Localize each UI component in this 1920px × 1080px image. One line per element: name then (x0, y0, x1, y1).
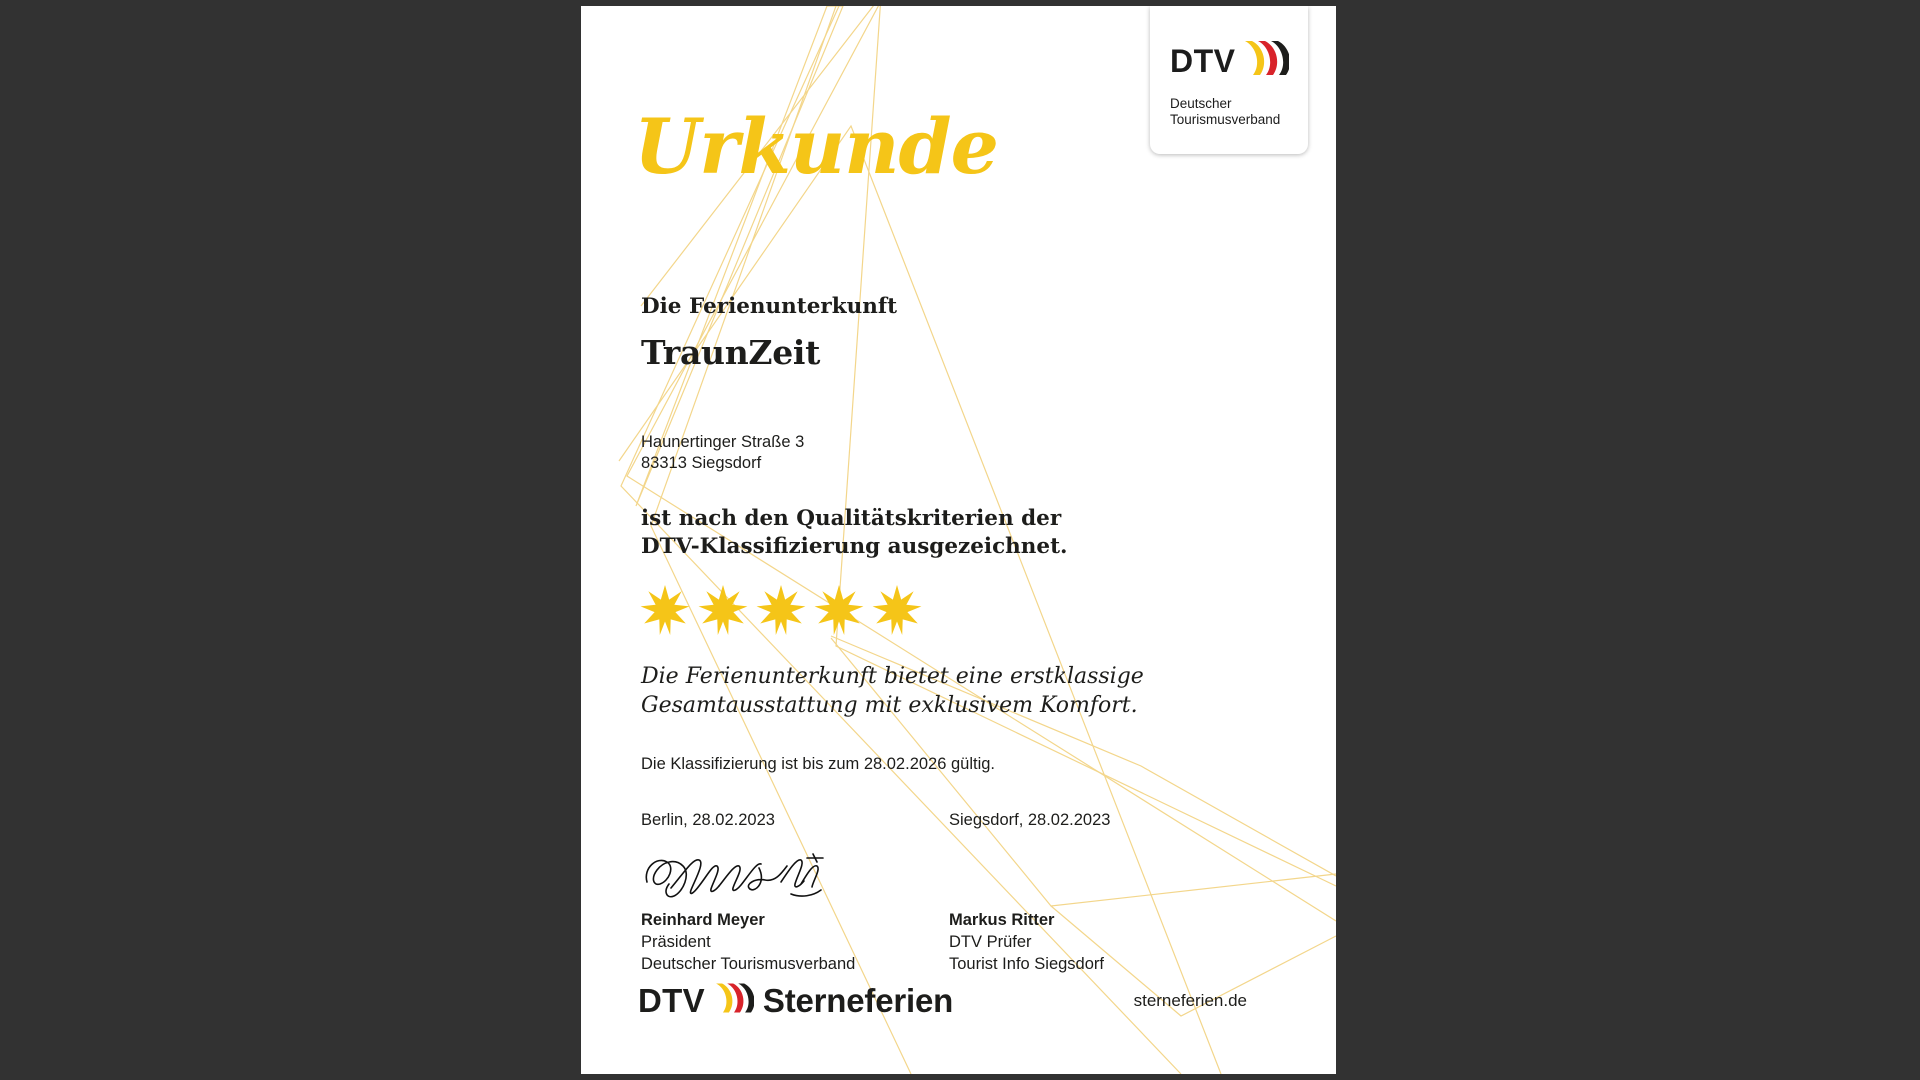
footer-website: sterneferien.de (1133, 990, 1247, 1010)
dtv-acronym: DTV (1170, 42, 1236, 79)
signature-image (641, 848, 881, 910)
star-rating (639, 584, 1278, 636)
star-icon (639, 584, 691, 636)
star-icon (755, 584, 807, 636)
signature-area (641, 848, 1278, 910)
lead-text: Die Ferienunterkunft (641, 294, 898, 319)
description-line-1: Die Ferienunterkunft bietet eine erstklassige (641, 663, 1144, 689)
criteria-text (641, 505, 1278, 562)
criteria-line-2: DTV-Klassifizierung ausgezeichnet. (641, 534, 1068, 560)
description-text (641, 662, 1278, 721)
place-left: Berlin, 28.02.2023 (641, 811, 775, 830)
signer-right-role: DTV Prüfer (949, 933, 1032, 952)
dtv-swoosh-icon (714, 981, 754, 1020)
footer-dtv-acronym: DTV (638, 982, 705, 1019)
star-icon (871, 584, 923, 636)
address-block (641, 432, 1278, 475)
logo-sub-line2: Tourismusverband (1170, 111, 1281, 127)
object-name: TraunZeit (641, 333, 821, 372)
signer-right (949, 910, 1104, 975)
places-row (641, 811, 1278, 830)
logo-sub-line1: Deutscher (1170, 96, 1232, 111)
footer-brand-word: Sterneferien (762, 982, 954, 1019)
validity-text: Die Klassifizierung ist bis zum 28.02.2026 gültig. (641, 755, 996, 774)
signer-left-name: Reinhard Meyer (641, 911, 765, 930)
place-right: Siegsdorf, 28.02.2023 (949, 811, 1111, 830)
certificate-page (581, 6, 1336, 1074)
signer-left (641, 910, 949, 975)
signers-row (641, 910, 1278, 975)
signer-right-org: Tourist Info Siegsdorf (949, 954, 1104, 973)
signer-left-org: Deutscher Tourismusverband (641, 954, 856, 973)
star-icon (813, 584, 865, 636)
address-line-1: Haunertinger Straße 3 (641, 433, 805, 451)
certificate-content (634, 6, 1278, 976)
signer-right-name: Markus Ritter (949, 911, 1055, 930)
address-line-2: 83313 Siegsdorf (641, 454, 762, 473)
description-line-2: Gesamtausstattung mit exklusivem Komfort. (641, 693, 1138, 718)
page-title: Urkunde (634, 102, 998, 191)
star-icon (697, 584, 749, 636)
page-footer (638, 981, 1296, 1020)
sterneferien-brand (638, 981, 953, 1020)
signer-left-role: Präsident (641, 933, 711, 952)
criteria-line-1: ist nach den Qualitätskriterien der (641, 505, 1062, 531)
